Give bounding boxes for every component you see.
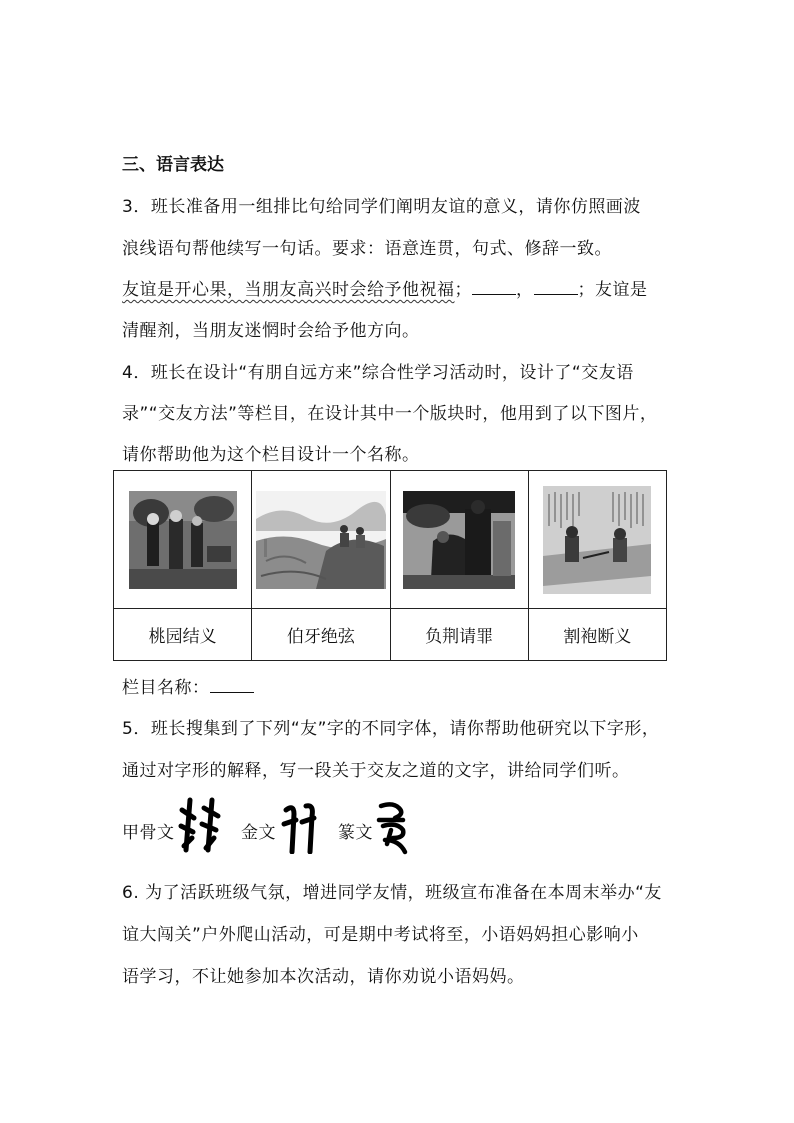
cutting-robe-picture [543, 486, 651, 594]
q5-line-1: 5．班长搜集到了下列“友”字的不同字体，请你帮助他研究以下字形， [122, 719, 660, 739]
picture-cell [528, 471, 666, 609]
q3-blank-1[interactable] [472, 278, 516, 295]
seal-you-glyph [375, 800, 411, 856]
oracle-bone-you-glyph [178, 796, 224, 854]
q4-line-3: 请你帮助他为这个栏目设计一个名称。 [122, 445, 420, 465]
caption-cell: 负荆请罪 [390, 609, 528, 661]
column-name-label: 栏目名称： [122, 678, 210, 698]
q3-line-1: 3．班长准备用一组排比句给同学们阐明友谊的意义，请你仿照画波 [122, 197, 641, 217]
q6-line-1: 6. 为了活跃班级气氛，增进同学友情，班级宣布准备在本周末举办“友 [122, 883, 662, 903]
oracle-bone-label: 甲骨文 [122, 823, 175, 843]
q3-semicolon: ； [454, 280, 472, 300]
section-heading: 三、语言表达 [122, 155, 224, 175]
q6-line-3: 语学习，不让她参加本次活动，请你劝说小语妈妈。 [122, 967, 525, 987]
column-name-blank[interactable] [210, 676, 254, 693]
q3-example-sentence: 友谊是开心果，当朋友高兴时会给予他祝福 [122, 280, 455, 300]
bronze-you-glyph [280, 800, 320, 854]
q3-line-4: 清醒剂，当朋友迷惘时会给予他方向。 [122, 321, 420, 341]
q3-comma: ， [516, 280, 534, 300]
q3-continuation: ；友谊是 [577, 280, 648, 300]
peach-garden-oath-picture [129, 491, 237, 589]
picture-cell [390, 471, 528, 609]
seal-label: 篆文 [338, 823, 373, 843]
boya-breaks-strings-picture [256, 491, 386, 589]
picture-cell [252, 471, 390, 609]
picture-cell [114, 471, 252, 609]
column-name-row [122, 673, 254, 698]
q3-line-2: 浪线语句帮他续写一句话。要求：语意连贯，句式、修辞一致。 [122, 239, 612, 259]
q3-example-line [122, 275, 648, 300]
q4-line-1: 4．班长在设计“有朋自远方来”综合性学习活动时，设计了“交友语 [122, 363, 634, 383]
q3-blank-2[interactable] [534, 278, 578, 295]
q5-line-2: 通过对字形的解释，写一段关于交友之道的文字，讲给同学们听。 [122, 761, 630, 781]
carrying-thorns-picture [403, 491, 515, 589]
q6-line-2: 谊大闯关”户外爬山活动，可是期中考试将至，小语妈妈担心影响小 [122, 925, 639, 945]
caption-cell: 割袍断义 [528, 609, 666, 661]
caption-cell: 伯牙绝弦 [252, 609, 390, 661]
story-picture-table [113, 470, 667, 661]
caption-cell: 桃园结义 [114, 609, 252, 661]
bronze-label: 金文 [241, 823, 276, 843]
q4-line-2: 录”“交友方法”等栏目，在设计其中一个版块时，他用到了以下图片， [122, 404, 658, 424]
